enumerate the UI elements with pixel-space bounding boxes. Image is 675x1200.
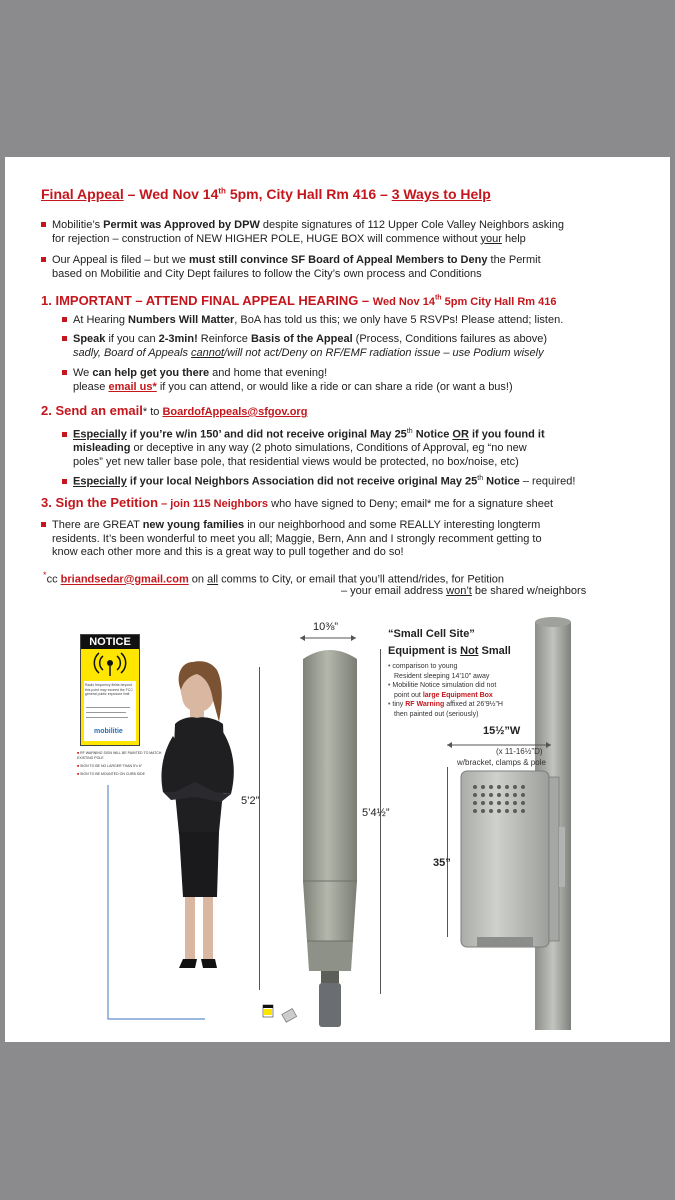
bullet-icon (41, 222, 46, 227)
bullet-icon (62, 479, 67, 484)
equipment-box (457, 767, 567, 957)
box-depth-label: (x 11-16½”D) (496, 747, 543, 756)
title-location: 5pm, City Hall Rm 416 – (225, 186, 392, 202)
email-us-link[interactable]: email us* (108, 380, 157, 393)
title-sup: th (218, 186, 226, 196)
flyer-title (41, 186, 491, 202)
bullet-icon (41, 257, 46, 262)
pole-height-label: 5’4½” (362, 807, 390, 819)
notice-bullets: ■ RF WARNING SIGN WILL BE PAINTED TO MATCH EXISTING POLE ■ SIGN TO BE NO LARGER THAN 5"x 6" ■ SIGN TO BE MOUNTED ON CURB SIDE (77, 751, 162, 776)
box-width-label: 15½”W (483, 725, 521, 737)
equipment-not-small: Equipment is Not Small (388, 645, 511, 657)
person-height-line (259, 667, 260, 990)
box-bracket-label: w/bracket, clamps & pole (457, 758, 546, 767)
bullet-icon (62, 317, 67, 322)
rf-warning-sign-icon (261, 1003, 301, 1029)
replacement-pole (295, 641, 365, 1036)
section1-item-2: Speak if you can 2-3min! Reinforce Basis of the Appeal (Process, Conditions failures as above) sadly, Board of Appeals cannot/will not act/Deny on RF/EMF radiation issue – use Podium wisely (62, 333, 547, 360)
section2-item-2: Especially if your local Neighbors Association did not receive original May 25th Notice – required! (62, 472, 575, 489)
section2-heading: 2. Send an email* to BoardofAppeals@sfgov.org (41, 403, 308, 418)
intro-bullet-1: Mobilitie’s Permit was Approved by DPW despite signatures of 112 Upper Cole Valley Neighbors asking for rejection – construction of NEW HIGHER POLE, HUGE BOX will commence without your help (41, 219, 564, 246)
flyer-page (5, 157, 670, 1042)
small-cell-notes: • comparison to young Resident sleeping 14’10” away • Mobilitie Notice simulation did not point out large Equipment Box • tiny RF Warning affixed at 26’9½”H then painted out (seriously) (388, 663, 503, 718)
bullet-icon (41, 522, 46, 527)
box-height-line (447, 767, 448, 937)
title-ways: 3 Ways to Help (391, 186, 491, 202)
title-date: – Wed Nov 14 (123, 186, 219, 202)
box-height-label: 35” (433, 857, 451, 869)
notice-text: Radio frequency fields beyond this point may exceed the FCC general public exposure limit (85, 683, 133, 696)
cc-note: *cc briandsedar@gmail.com on all comms to City, or email that you’ll attend/rides, for Petition (43, 570, 505, 586)
title-final-appeal: Final Appeal (41, 186, 124, 202)
section1-item-3: We can help get you there and home that evening! please email us* if you can attend, or would like a ride or can share a ride (or want a bus!) (62, 367, 513, 394)
cc-email-link[interactable]: briandsedar@gmail.com (60, 573, 189, 586)
notice-bullet: RF WARNING SIGN WILL BE PAINTED TO MATCH EXISTING POLE (77, 751, 162, 760)
bullet-icon (62, 370, 67, 375)
bullet-icon (62, 432, 67, 437)
cc-privacy-note: – your email address won’t be shared w/neighbors (341, 585, 587, 597)
small-cell-title: “Small Cell Site” (388, 628, 475, 640)
section1-heading: 1. IMPORTANT – ATTEND FINAL APPEAL HEARING – Wed Nov 14th 5pm City Hall Rm 416 (41, 293, 557, 308)
figure-comparison (5, 607, 670, 1042)
section3-paragraph: There are GREAT new young families in our neighborhood and some REALLY interesting longterm residents. It’s been wonderful to meet you all; Maggie, Bern, Ann and I strongly recomment getting to know each other more and this is a great way to pull together and do so! (41, 519, 542, 560)
notice-bullet: SIGN TO BE NO LARGER THAN 5"x 6" (80, 764, 143, 768)
section1-item-1: At Hearing Numbers Will Matter, BoA has told us this; we only have 5 RSVPs! Please attend; listen. (62, 314, 563, 328)
pole-height-line (380, 649, 381, 994)
board-of-appeals-email-link[interactable]: BoardofAppeals@sfgov.org (162, 406, 308, 418)
notice-brand-logo: mobilitie (94, 728, 123, 735)
person-silhouette (145, 652, 255, 982)
notice-bullet: SIGN TO BE MOUNTED ON CURB SIDE (80, 772, 145, 776)
bullet-icon (62, 336, 67, 341)
section2-item-1: Especially if you’re w/in 150’ and did not receive original May 25th Notice OR if you found it misleading or deceptive in any way (2 photo simulations, Conditions of Approval, eg “no new poles” yet new taller base pole, that residential views would be protected, no box/noise, etc) (62, 425, 545, 469)
intro-bullet-2: Our Appeal is filed – but we must still convince SF Board of Appeal Members to Deny the Permit based on Mobilitie and City Dept failures to follow the City’s own process and Conditions (41, 254, 541, 281)
person-height-label: 5’2” (241, 795, 260, 807)
section3-heading: 3. Sign the Petition – join 115 Neighbors who have signed to Deny; email* me for a signature sheet (41, 495, 553, 510)
pole-width-label: 10⅜” (313, 621, 339, 633)
notice-title: NOTICE (81, 635, 139, 649)
